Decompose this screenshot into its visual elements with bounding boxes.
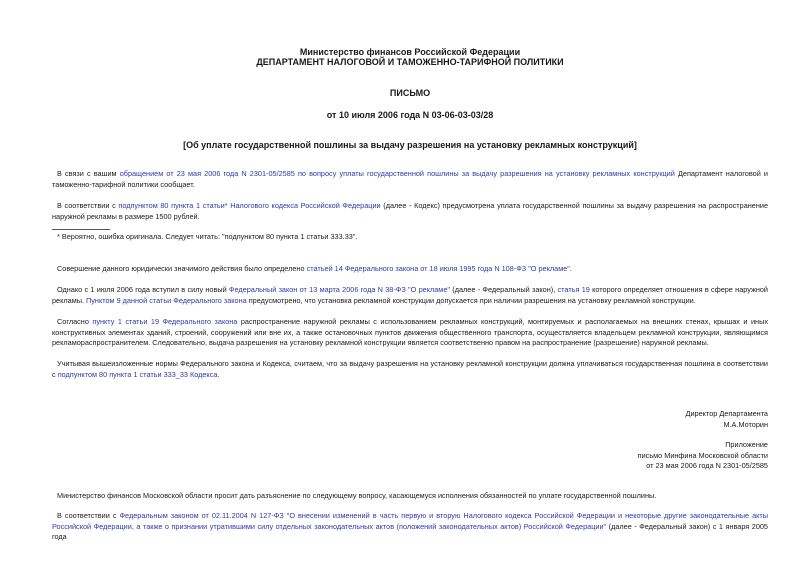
text-run: В соответствии с <box>57 511 120 520</box>
text-run: распространение наружной рекламы с использованием рекламных конструкций, монтируемых и располагаемых на внешних стенах, крышах и иных конструктивных элементах зданий, строений, сооружений или вне их, а также остановочных пунктов движения общественного транспорта, осуществляется владельцем рекламной конструкции, являющимся рекламораспространителем. Следовательно, выдача разрешения на установку рекламной конструкции является соответственно правом на распространение (разрешение) наружной рекламы. <box>52 317 768 348</box>
link-article-333-33[interactable]: подпунктом 80 пункта 1 статьи 333_33 Кодекса <box>57 369 218 379</box>
paragraph-5 <box>52 317 768 349</box>
link-article-19[interactable]: статья 19 <box>557 285 590 294</box>
link-point-1-article-19[interactable]: пункту 1 статьи 19 Федерального закона <box>92 317 238 326</box>
paragraph-6 <box>52 359 768 380</box>
link-tax-code[interactable]: Налогового кодекса Российской Федерации <box>230 201 381 210</box>
footnote-divider <box>52 229 110 230</box>
text-run: (далее - Федеральный закон), <box>449 285 558 294</box>
text-run: В соответствии с <box>57 201 119 210</box>
link-law-38[interactable]: Федеральный закон от 13 марта 2006 года N 38-ФЗ "О рекламе" <box>228 285 450 294</box>
link-point-9[interactable]: Пунктом 9 данной статьи Федерального закона <box>86 295 247 305</box>
text-run: (далее - Федеральный закон) с 1 января 2005 года <box>52 521 768 542</box>
paragraph-3 <box>52 264 768 275</box>
appendix-line-1: письмо Минфина Московской области <box>637 451 768 460</box>
text-run: Согласно <box>57 317 93 326</box>
text-run: предусмотрено, что установка рекламной конструкции допускается при наличии разрешения на установку рекламной конструкции. <box>246 295 696 305</box>
link-law-127[interactable]: Федеральным законом от 02.11.2004 N 127-ФЗ "О внесении изменений в часть первую и вторую Налогового кодекса Российской Федерации и некоторые другие законодательные акты Российской Федерации, а также о признании утратившими силу отдельных законодательных актов (положений законодательных актов) Российской Федерации" <box>52 511 768 531</box>
link-law-108[interactable]: статьей 14 Федерального закона от 18 июля 1995 года N 108-ФЗ "О рекламе" <box>306 264 570 273</box>
link-request[interactable]: обращением от 23 мая 2006 года N 2301-05/2585 по вопросу уплаты государственной пошлины за выдачу разрешения на установку рекламных конструкций <box>119 169 675 178</box>
doc-type: ПИСЬМО <box>389 88 431 98</box>
ministry-title: Министерство финансов Российской Федерации <box>299 47 521 57</box>
text-run: . <box>217 369 220 379</box>
text-run: Учитывая вышеизложенные нормы Федерального закона и Кодекса, считаем, что за выдачу разрешения на установку рекламной конструкции должна уплачиваться государственная пошлина в соответствии с <box>52 359 768 379</box>
appendix-title: Приложение <box>725 440 768 449</box>
appendix-line-2: от 23 мая 2006 года N 2301-05/2585 <box>646 461 768 470</box>
department-title: ДЕПАРТАМЕНТ НАЛОГОВОЙ И ТАМОЖЕННО-ТАРИФНОЙ ПОЛИТИКИ <box>256 57 564 67</box>
paragraph-1 <box>52 169 768 190</box>
paragraph-8 <box>52 511 768 543</box>
paragraph-7: Министерство финансов Московской области просит дать разъяснение по следующему вопросу, касающемуся исполнения обязанностей по уплате государственной пошлины. <box>57 491 657 500</box>
text-run: Совершение данного юридически значимого действия было определено <box>57 264 307 273</box>
paragraph-4 <box>52 285 768 306</box>
text-run: . <box>569 264 572 273</box>
footnote: * Вероятно, ошибка оригинала. Следует читать: "подпунктом 80 пункта 1 статьи 333.33". <box>57 232 358 241</box>
text-run: Однако с 1 июля 2006 года вступил в силу новый <box>57 285 229 294</box>
doc-date-number: от 10 июля 2006 года N 03-06-03-03/28 <box>326 110 494 120</box>
paragraph-2 <box>52 201 768 222</box>
link-subparagraph-80[interactable]: подпунктом 80 пункта 1 статьи* <box>118 201 228 210</box>
text-run: В связи с вашим <box>57 169 120 178</box>
text-run: Департамент налоговой и таможенно-тарифной политики сообщает. <box>52 169 768 189</box>
signature-name: М.А.Моторин <box>723 420 768 429</box>
text-run: (далее - Кодекс) предусмотрена уплата государственной пошлины за выдачу разрешения на распространение наружной рекламы в размере 1500 рублей. <box>52 201 769 221</box>
signature-position: Директор Департамента <box>685 409 768 418</box>
doc-subject: [Об уплате государственной пошлины за выдачу разрешения на установку рекламных конструкций] <box>183 140 637 150</box>
text-run: которого определяет отношения в сфере наружной рекламы. <box>52 285 768 305</box>
